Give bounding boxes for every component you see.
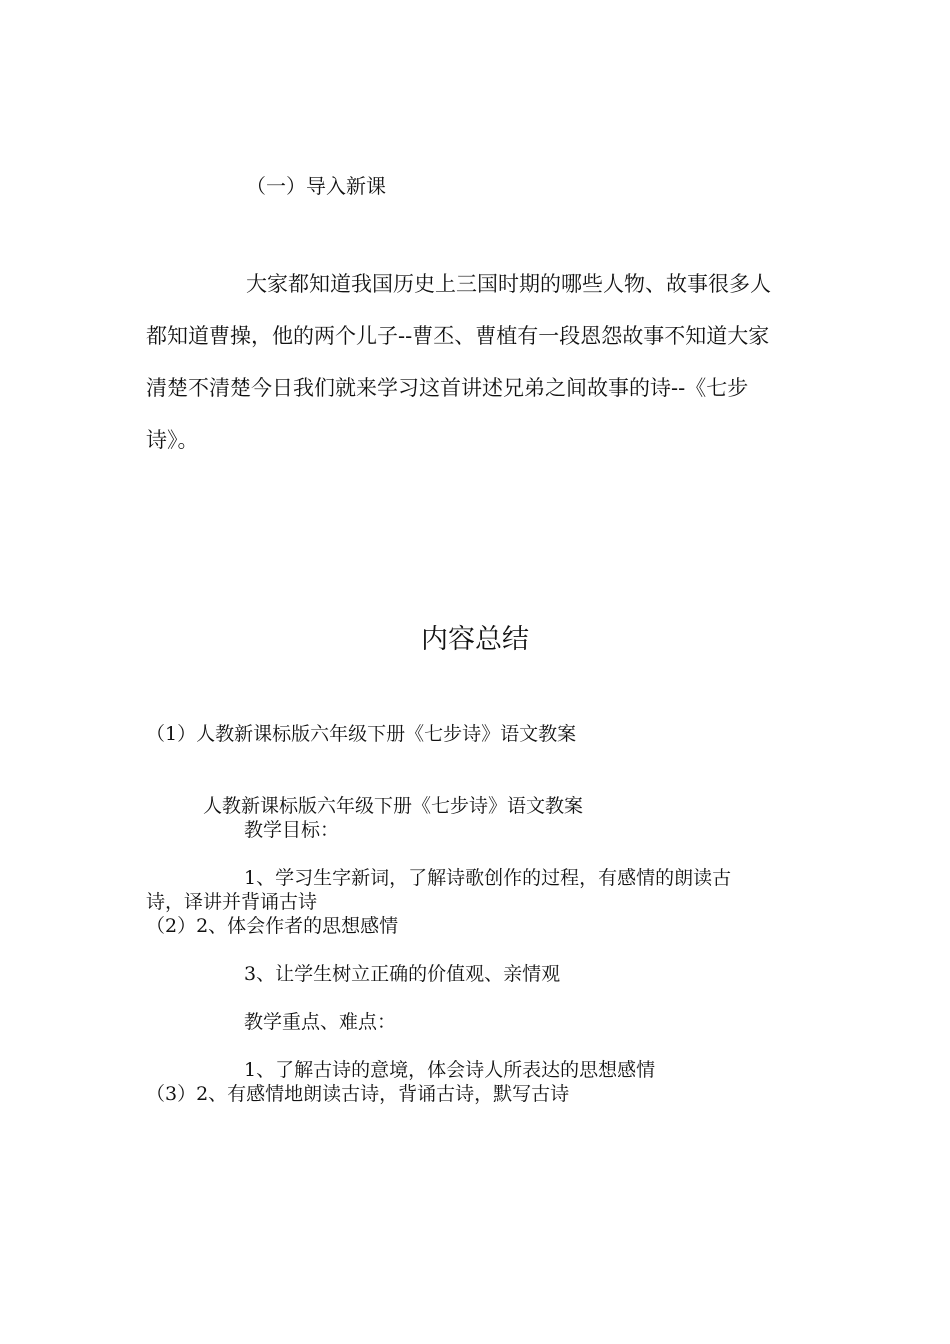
intro-heading: （一）导入新课 — [246, 174, 386, 198]
summary-line-1: （1）人教新课标版六年级下册《七步诗》语文教案 — [146, 723, 577, 745]
summary-line-6: （2）2、体会作者的思想感情 — [146, 915, 399, 937]
summary-line-2: 人教新课标版六年级下册《七步诗》语文教案 — [203, 795, 584, 817]
summary-line-5: 诗，译讲并背诵古诗 — [146, 891, 318, 913]
summary-line-4: 1、学习生字新词，了解诗歌创作的过程，有感情的朗读古 — [244, 867, 732, 889]
intro-paragraph-line-2: 都知道曹操，他的两个儿子--曹丕、曹植有一段恩怨故事不知道大家 — [146, 324, 770, 348]
summary-line-7: 3、让学生树立正确的价值观、亲情观 — [244, 963, 561, 985]
summary-line-3: 教学目标： — [244, 819, 340, 841]
summary-line-10: （3）2、有感情地朗读古诗，背诵古诗，默写古诗 — [146, 1083, 570, 1105]
summary-line-8: 教学重点、难点： — [244, 1011, 397, 1033]
intro-paragraph-line-4: 诗》。 — [146, 428, 199, 452]
intro-paragraph-line-3: 清楚不清楚今日我们就来学习这首讲述兄弟之间故事的诗--《七步 — [146, 376, 749, 400]
summary-title: 内容总结 — [421, 624, 529, 655]
intro-paragraph-line-1: 大家都知道我国历史上三国时期的哪些人物、故事很多人 — [246, 272, 771, 296]
summary-line-9: 1、了解古诗的意境，体会诗人所表达的思想感情 — [244, 1059, 656, 1081]
